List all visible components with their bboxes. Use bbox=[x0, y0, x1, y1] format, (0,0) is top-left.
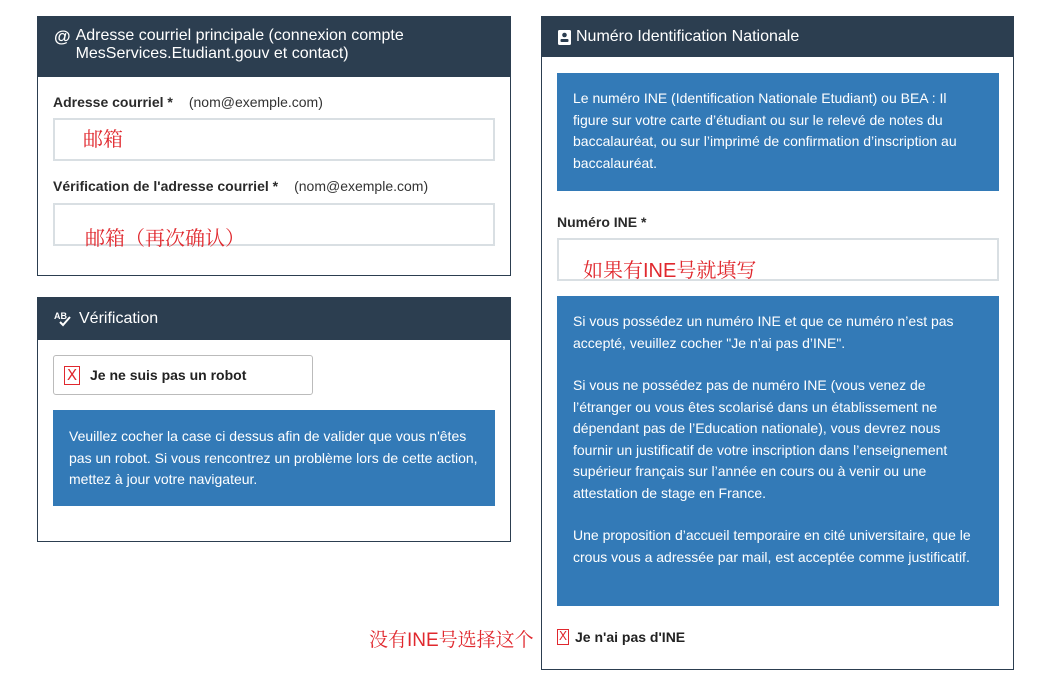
email-verify-hint: (nom@exemple.com) bbox=[294, 178, 429, 194]
ine-info-p1: Si vous possédez un numéro INE et que ce numéro n’est pas accepté, veuillez cocher "Je n’ai pas d’INE". bbox=[573, 313, 954, 351]
email-verify-label: Vérification de l'adresse courriel * (nom@exemple.com) bbox=[53, 178, 429, 194]
email-verify-annotation: 邮箱（再次确认） bbox=[85, 228, 245, 250]
email-field-label: Adresse courriel * (nom@exemple.com) bbox=[53, 94, 323, 110]
no-ine-annotation: 没有INE号选择这个 bbox=[369, 630, 534, 651]
no-ine-label: Je n'ai pas d'INE bbox=[575, 629, 686, 645]
ine-info-p2: Si vous ne possédez pas de numéro INE (vous venez de l’étranger ou vous êtes scolarisé dans un établissement ne dépendant pas de l’Education nationale), vous devrez nous fournir un justificatif de votre inscription dans l’enseignement supérieur français sur l’année en cours ou à venir ou une attestation de stage en France. bbox=[573, 377, 948, 501]
email-panel bbox=[37, 16, 511, 276]
captcha-box[interactable] bbox=[53, 355, 313, 395]
no-ine-option[interactable] bbox=[557, 629, 685, 645]
no-ine-checkbox[interactable]: X bbox=[558, 629, 568, 643]
verification-panel bbox=[37, 297, 511, 542]
id-card-icon bbox=[558, 30, 571, 45]
verification-panel-header bbox=[38, 298, 510, 340]
svg-text:AB: AB bbox=[54, 311, 67, 321]
ine-info-p3: Une proposition d’accueil temporaire en cité universitaire, que le crous vous a adressée par mail, est acceptée comme justificatif. bbox=[573, 527, 971, 565]
email-annotation: 邮箱 bbox=[83, 129, 123, 151]
spellcheck-icon bbox=[54, 310, 74, 328]
ine-field-label: Numéro INE * bbox=[557, 214, 647, 230]
ine-panel-title: Numéro Identification Nationale bbox=[576, 28, 800, 45]
ine-annotation: 如果有INE号就填写 bbox=[583, 260, 757, 282]
at-icon: @ bbox=[54, 27, 71, 46]
captcha-label: Je ne suis pas un robot bbox=[90, 367, 247, 383]
ine-info-box-bottom bbox=[557, 296, 999, 606]
ine-panel bbox=[541, 16, 1014, 670]
captcha-info-text: Veuillez cocher la case ci dessus afin de valider que vous n'êtes pas un robot. Si vous rencontrez un problème lors de cette action, mettez à jour votre navigateur. bbox=[69, 428, 478, 487]
verification-panel-title: Vérification bbox=[79, 310, 159, 327]
captcha-info-box bbox=[53, 410, 495, 506]
ine-info-top-text: Le numéro INE (Identification Nationale Etudiant) ou BEA : Il figure sur votre carte d’étudiant ou sur le relevé de notes du baccalauréat, ou sur l’imprimé de confirmation d’inscription au baccalauréat. bbox=[573, 90, 957, 171]
ine-info-box-top bbox=[557, 73, 999, 191]
ine-panel-header bbox=[542, 17, 1013, 57]
email-panel-title: Adresse courriel principale (connexion compte MesServices.Etudiant.gouv et contact) bbox=[75, 27, 404, 62]
email-panel-header bbox=[38, 17, 510, 77]
captcha-checkbox[interactable]: X bbox=[64, 366, 80, 385]
email-field-hint: (nom@exemple.com) bbox=[188, 94, 323, 110]
